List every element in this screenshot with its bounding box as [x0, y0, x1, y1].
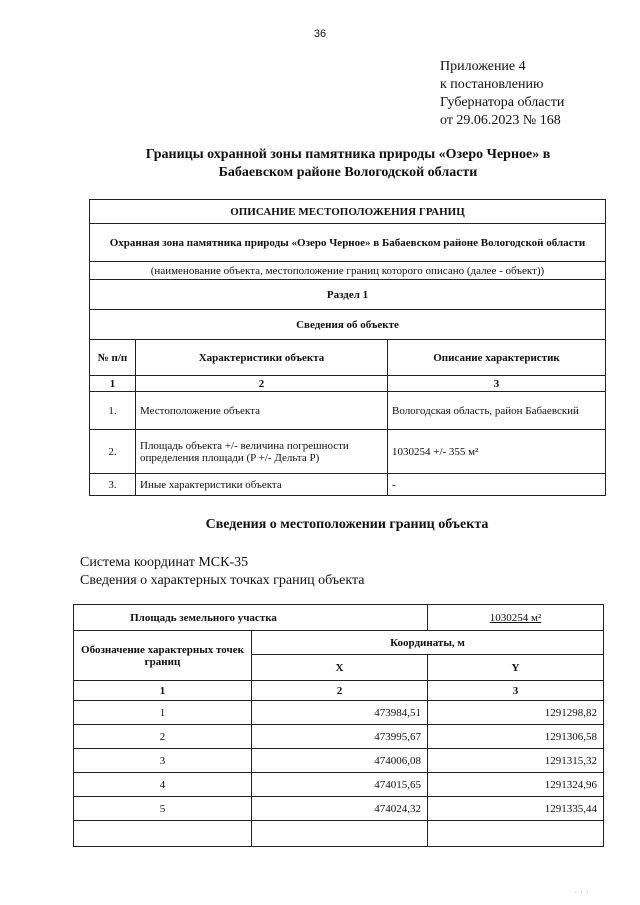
coord-x: 473995,67	[252, 725, 428, 749]
row-number: 3.	[90, 474, 136, 496]
column-header-coordinates: Координаты, м	[252, 631, 604, 655]
table-row	[90, 280, 606, 310]
row-characteristic: Площадь объекта +/- величина погрешности определения площади (P +/- Дельта P)	[136, 430, 388, 474]
coord-y: 1291335,44	[428, 797, 604, 821]
table-row	[90, 392, 606, 430]
table-row	[90, 310, 606, 340]
column-index: 3	[388, 376, 606, 392]
empty-cell	[428, 821, 604, 847]
column-header-number: № п/п	[90, 340, 136, 376]
section-title: Сведения об объекте	[90, 310, 606, 340]
section-label: Раздел 1	[90, 280, 606, 310]
area-label: Площадь земельного участка	[74, 605, 428, 631]
description-heading: ОПИСАНИЕ МЕСТОПОЛОЖЕНИЯ ГРАНИЦ	[90, 200, 606, 224]
row-number: 1.	[90, 392, 136, 430]
column-header-characteristic: Характеристики объекта	[136, 340, 388, 376]
coord-x: 474006,08	[252, 749, 428, 773]
column-index: 3	[428, 681, 604, 701]
appendix-line: Губернатора области	[440, 95, 565, 110]
row-characteristic: Местоположение объекта	[136, 392, 388, 430]
table-row	[90, 474, 606, 496]
coord-y: 1291315,32	[428, 749, 604, 773]
description-table	[89, 199, 606, 496]
column-index: 1	[74, 681, 252, 701]
points-caption: Сведения о характерных точках границ объекта	[80, 573, 365, 588]
coord-y: 1291298,82	[428, 701, 604, 725]
table-row	[90, 224, 606, 262]
point-label: 4	[74, 773, 252, 797]
column-index: 2	[252, 681, 428, 701]
column-header-description: Описание характеристик	[388, 340, 606, 376]
table-row	[74, 773, 604, 797]
table-header-row	[74, 631, 604, 655]
column-header-y: Y	[428, 655, 604, 681]
column-index-row	[74, 681, 604, 701]
appendix-line: от 29.06.2023 № 168	[440, 113, 561, 128]
table-row	[74, 605, 604, 631]
appendix-line: к постановлению	[440, 77, 544, 92]
area-value: 1030254 м²	[428, 605, 604, 631]
document-title-line: Бабаевском районе Вологодской области	[218, 165, 478, 180]
column-index: 2	[136, 376, 388, 392]
coordinates-table	[73, 604, 604, 847]
page-number: 36	[313, 28, 327, 40]
row-number: 2.	[90, 430, 136, 474]
table-row	[90, 200, 606, 224]
appendix-line: Приложение 4	[440, 59, 526, 74]
table-row	[90, 430, 606, 474]
coord-x: 474024,32	[252, 797, 428, 821]
table-row	[90, 262, 606, 280]
coord-y: 1291306,58	[428, 725, 604, 749]
empty-cell	[252, 821, 428, 847]
table-row	[74, 749, 604, 773]
appendix-block	[440, 58, 564, 130]
coordinate-system: Система координат МСК-35	[80, 555, 249, 570]
object-caption: (наименование объекта, местоположение границ которого описано (далее - объект))	[90, 262, 606, 280]
table-row	[74, 821, 604, 847]
table-row	[74, 701, 604, 725]
row-description: Вологодская область, район Бабаевский	[388, 392, 606, 430]
point-label: 5	[74, 797, 252, 821]
table-row	[74, 725, 604, 749]
point-label: 2	[74, 725, 252, 749]
empty-cell	[74, 821, 252, 847]
row-description: 1030254 +/- 355 м²	[388, 430, 606, 474]
point-label: 1	[74, 701, 252, 725]
document-title-line: Границы охранной зоны памятника природы «Озеро Черное» в	[145, 147, 551, 162]
document-title	[100, 146, 596, 182]
column-header-point: Обозначение характерных точек границ	[74, 631, 252, 681]
coord-y: 1291324,96	[428, 773, 604, 797]
row-characteristic: Иные характеристики объекта	[136, 474, 388, 496]
table-header-row	[90, 340, 606, 376]
table-row	[74, 797, 604, 821]
coord-x: 473984,51	[252, 701, 428, 725]
corner-mark: · · ·	[574, 889, 590, 896]
column-index-row	[90, 376, 606, 392]
boundary-section-title: Сведения о местоположении границ объекта	[205, 517, 489, 532]
coordinate-system-block	[80, 554, 364, 590]
object-name: Охранная зона памятника природы «Озеро Черное» в Бабаевском районе Вологодской области	[90, 224, 606, 262]
point-label: 3	[74, 749, 252, 773]
column-header-x: X	[252, 655, 428, 681]
column-index: 1	[90, 376, 136, 392]
coord-x: 474015,65	[252, 773, 428, 797]
row-description: -	[388, 474, 606, 496]
